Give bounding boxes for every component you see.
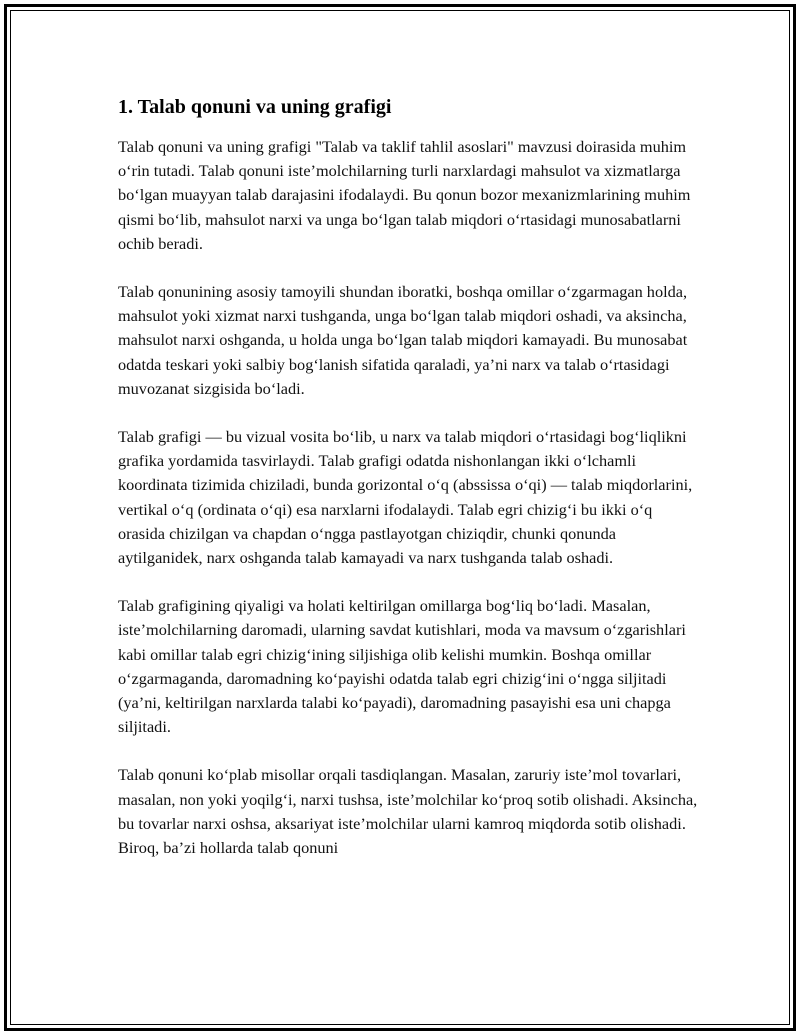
section-heading: 1. Talab qonuni va uning grafigi [118,96,392,118]
paragraph-3: Talab grafigi — bu vizual vosita bo‘lib, u narx va talab miqdori o‘rtasidagi bog‘liqlikni grafika yordamida tasvirlaydi. Talab grafigi odatda nishonlangan ikki o‘lchamli koordinata tizimida chiziladi, bunda gorizontal o‘q (abssissa o‘qi) — talab miqdorlarini, vertikal o‘q (ordinata o‘qi) esa narxlarni ifodalaydi. Talab egri chizig‘i bu ikki o‘q orasida chizilgan va chapdan o‘ngga pastlayotgan chiziqdir, chunki qonunda aytilganidek, narx oshganda talab kamayadi va narx tushganda talab oshadi. [118,427,693,568]
paragraph-1: Talab qonuni va uning grafigi "Talab va taklif tahlil asoslari" mavzusi doirasida muhim o‘rin tutadi. Talab qonuni iste’molchilarning turli narxlardagi mahsulot va xizmatlarga bo‘lgan muayyan talab darajasini ifodalaydi. Bu qonun bozor mexanizmlarining muhim qismi bo‘lib, mahsulot narxi va unga bo‘lgan talab miqdori o‘rtasidagi munosabatlarni ochib beradi. [118,137,691,253]
paragraph-2: Talab qonunining asosiy tamoyili shundan iboratki, boshqa omillar o‘zgarmagan holda, mahsulot yoki xizmat narxi tushganda, unga bo‘lgan talab miqdori oshadi, va aksincha, mahsulot narxi oshganda, u holda unga bo‘lgan talab miqdori kamayadi. Bu munosabat odatda teskari yoki salbiy bog‘lanish sifatida qaraladi, ya’ni narx va talab o‘rtasidagi muvozanat sizgisida bo‘ladi. [118,282,688,398]
document-body [118,93,698,884]
paragraph-4: Talab grafigining qiyaligi va holati keltirilgan omillarga bog‘liq bo‘ladi. Masalan, iste’molchilarning daromadi, ularning savdat kutishlari, moda va mavsum o‘zgarishlari kabi omillar talab egri chizig‘ining siljishiga olib kelishi mumkin. Boshqa omillar o‘zgarmaganda, daromadning ko‘payishi odatda talab egri chizig‘ini o‘ngga siljitadi (ya’ni, keltirilgan narxlarda talabi ko‘payadi), daromadning pasayishi esa uni chapga siljitadi. [118,596,686,737]
paragraph-5: Talab qonuni ko‘plab misollar orqali tasdiqlangan. Masalan, zaruriy iste’mol tovarlari, masalan, non yoki yoqilg‘i, narxi tushsa, iste’molchilar ko‘proq sotib olishadi. Aksincha, bu tovarlar narxi oshsa, aksariyat iste’molchilar ularni kamroq miqdorda sotib olishadi. Biroq, ba’zi hollarda talab qonuni [118,765,698,858]
